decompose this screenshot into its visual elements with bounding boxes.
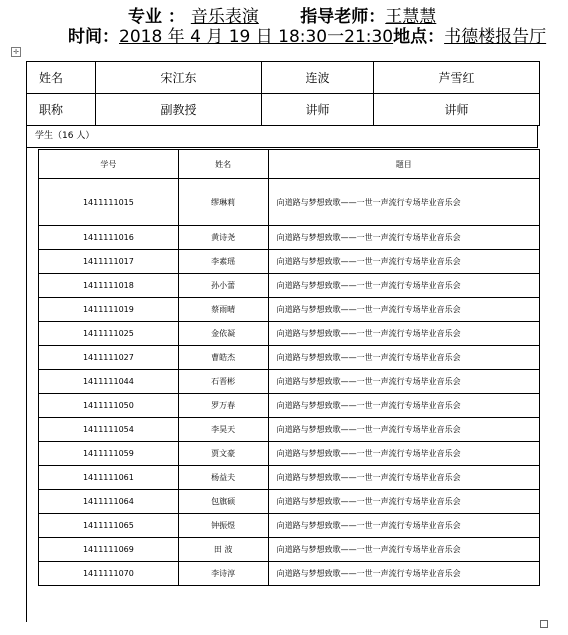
- table-row: [39, 370, 540, 394]
- student-name-cell: 田 波: [178, 538, 268, 562]
- student-title-cell: 向道路与梦想致歌——一世一声流行专场毕业音乐会: [268, 179, 539, 226]
- teacher-title-cell: 讲师: [261, 94, 373, 126]
- teacher-name-cell: 连波: [261, 62, 373, 94]
- major-label: 专业: [128, 7, 162, 27]
- title-label-cell: 职称: [27, 94, 96, 126]
- student-id-cell: 1411111050: [39, 394, 179, 418]
- student-id-cell: 1411111019: [39, 298, 179, 322]
- page-corner-mark: [540, 620, 548, 628]
- table-row: [39, 322, 540, 346]
- header-line-time: [68, 22, 568, 47]
- table-row: [39, 466, 540, 490]
- student-title-cell: 向道路与梦想致歌——一世一声流行专场毕业音乐会: [268, 418, 539, 442]
- table-row: [39, 226, 540, 250]
- teacher-name-cell: 芦雪红: [374, 62, 540, 94]
- advisor-value: 王慧慧: [385, 7, 437, 27]
- student-name-cell: 贾文豪: [178, 442, 268, 466]
- student-name-cell: 包旗硕: [178, 490, 268, 514]
- student-id-cell: 1411111018: [39, 274, 179, 298]
- teachers-table: [26, 61, 540, 126]
- student-id-cell: 1411111070: [39, 562, 179, 586]
- student-name-cell: 钟振煜: [178, 514, 268, 538]
- teachers-title-row: [27, 94, 540, 126]
- place-label: 地点：: [393, 27, 445, 47]
- col-header-title: 题目: [268, 150, 539, 179]
- student-id-cell: 1411111016: [39, 226, 179, 250]
- student-id-cell: 1411111044: [39, 370, 179, 394]
- student-title-cell: 向道路与梦想致歌——一世一声流行专场毕业音乐会: [268, 298, 539, 322]
- student-name-cell: 李昊天: [178, 418, 268, 442]
- table-row: [39, 514, 540, 538]
- table-row: [39, 250, 540, 274]
- student-title-cell: 向道路与梦想致歌——一世一声流行专场毕业音乐会: [268, 346, 539, 370]
- teachers-name-row: [27, 62, 540, 94]
- student-title-cell: 向道路与梦想致歌——一世一声流行专场毕业音乐会: [268, 490, 539, 514]
- table-row: [39, 394, 540, 418]
- place-value: 书德楼报告厅: [444, 27, 547, 47]
- student-title-cell: 向道路与梦想致歌——一世一声流行专场毕业音乐会: [268, 274, 539, 298]
- col-header-id: 学号: [39, 150, 179, 179]
- time-label: 时间：: [68, 27, 119, 47]
- table-row: [39, 298, 540, 322]
- advisor-label: 指导老师：: [300, 7, 386, 27]
- student-title-cell: 向道路与梦想致歌——一世一声流行专场毕业音乐会: [268, 250, 539, 274]
- time-value: 2018 年 4 月 19 日 18:30一21:30: [119, 27, 394, 47]
- student-title-cell: 向道路与梦想致歌——一世一声流行专场毕业音乐会: [268, 226, 539, 250]
- student-name-cell: 石晋彬: [178, 370, 268, 394]
- students-header-row: [39, 150, 540, 179]
- table-row: [39, 442, 540, 466]
- student-name-cell: 孙小蕾: [178, 274, 268, 298]
- table-row: [39, 274, 540, 298]
- teacher-title-cell: 讲师: [374, 94, 540, 126]
- student-title-cell: 向道路与梦想致歌——一世一声流行专场毕业音乐会: [268, 466, 539, 490]
- student-name-cell: 杨益夫: [178, 466, 268, 490]
- student-name-cell: 金依凝: [178, 322, 268, 346]
- teacher-name-cell: 宋江东: [96, 62, 262, 94]
- teacher-title-cell: 副教授: [96, 94, 262, 126]
- student-id-cell: 1411111027: [39, 346, 179, 370]
- major-value: 音乐表演: [190, 7, 259, 27]
- student-name-cell: 缪琳莉: [178, 179, 268, 226]
- student-name-cell: 李素瑶: [178, 250, 268, 274]
- student-title-cell: 向道路与梦想致歌——一世一声流行专场毕业音乐会: [268, 442, 539, 466]
- student-title-cell: 向道路与梦想致歌——一世一声流行专场毕业音乐会: [268, 394, 539, 418]
- student-title-cell: 向道路与梦想致歌——一世一声流行专场毕业音乐会: [268, 538, 539, 562]
- major-sep: ：: [167, 7, 185, 27]
- student-id-cell: 1411111025: [39, 322, 179, 346]
- student-name-cell: 罗万春: [178, 394, 268, 418]
- student-title-cell: 向道路与梦想致歌——一世一声流行专场毕业音乐会: [268, 322, 539, 346]
- table-row: [39, 418, 540, 442]
- student-title-cell: 向道路与梦想致歌——一世一声流行专场毕业音乐会: [268, 370, 539, 394]
- student-id-cell: 1411111061: [39, 466, 179, 490]
- name-label-cell: 姓名: [27, 62, 96, 94]
- table-row: [39, 490, 540, 514]
- col-header-name: 姓名: [178, 150, 268, 179]
- move-handle-icon[interactable]: ✛: [11, 47, 21, 57]
- table-row: [39, 538, 540, 562]
- students-body: [39, 179, 540, 586]
- table-left-border: [26, 148, 38, 622]
- student-name-cell: 李诗淳: [178, 562, 268, 586]
- table-row: [39, 179, 540, 226]
- table-row: [39, 562, 540, 586]
- student-id-cell: 1411111069: [39, 538, 179, 562]
- table-row: [39, 346, 540, 370]
- student-id-cell: 1411111054: [39, 418, 179, 442]
- student-title-cell: 向道路与梦想致歌——一世一声流行专场毕业音乐会: [268, 562, 539, 586]
- student-name-cell: 黄诗尧: [178, 226, 268, 250]
- student-id-cell: 1411111065: [39, 514, 179, 538]
- student-id-cell: 1411111017: [39, 250, 179, 274]
- student-id-cell: 1411111059: [39, 442, 179, 466]
- student-id-cell: 1411111015: [39, 179, 179, 226]
- students-table: [38, 149, 540, 586]
- student-name-cell: 蔡雨晴: [178, 298, 268, 322]
- student-title-cell: 向道路与梦想致歌——一世一声流行专场毕业音乐会: [268, 514, 539, 538]
- student-name-cell: 曹皓杰: [178, 346, 268, 370]
- student-id-cell: 1411111064: [39, 490, 179, 514]
- students-caption: 学生（16 人）: [26, 125, 538, 148]
